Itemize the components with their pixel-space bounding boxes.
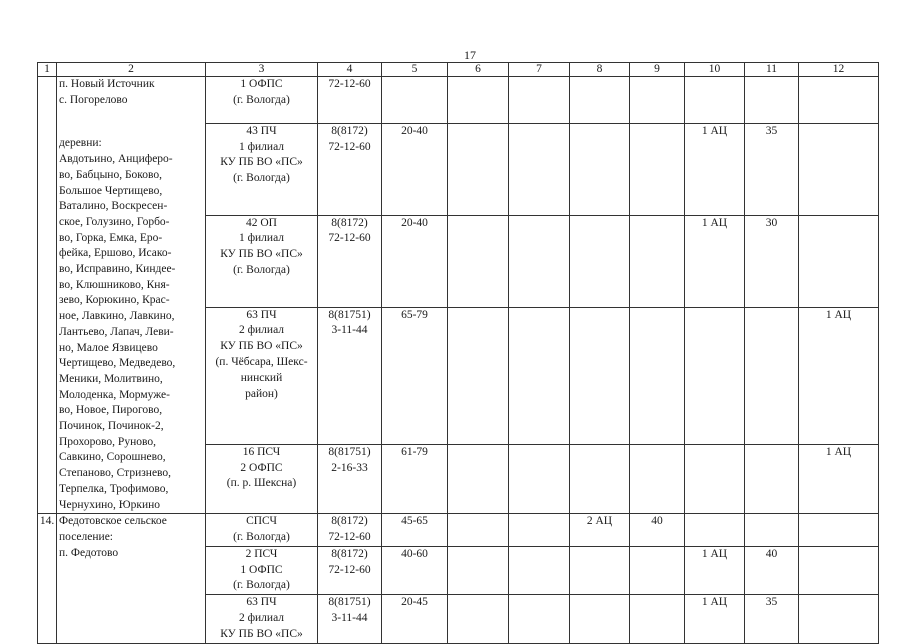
table-row <box>38 77 879 124</box>
data-cell-c9 <box>630 77 685 124</box>
data-cell-c6 <box>448 123 509 215</box>
table-row <box>38 514 879 547</box>
data-cell-c12 <box>799 514 879 547</box>
data-cell-c8 <box>570 123 630 215</box>
data-cell-c11 <box>745 444 799 513</box>
cell-line: 8(81751) <box>328 308 371 321</box>
cell-line: СПСЧ <box>246 515 277 528</box>
data-cell-c10 <box>685 77 745 124</box>
data-cell-c9 <box>630 444 685 513</box>
data-cell-c9 <box>630 307 685 444</box>
unit-cell <box>206 444 318 513</box>
settlement-cell <box>57 514 206 643</box>
cell-line: (п. р. Шексна) <box>226 477 297 490</box>
cell-line: 63 ПЧ <box>246 308 277 321</box>
cell-line: п. Федотово <box>59 546 119 559</box>
page-number: 17 <box>464 48 476 62</box>
cell-line: 72-12-60 <box>328 78 371 90</box>
unit-cell <box>206 307 318 444</box>
cell-line: поселение: <box>59 530 113 543</box>
col-header: 5 <box>382 63 448 77</box>
cell-line: Савкино, Сорошнево, <box>59 451 166 464</box>
cell-line: во, Клюшниково, Кня- <box>59 278 170 291</box>
data-cell-c11 <box>745 307 799 444</box>
cell-line: 72-12-60 <box>328 140 371 153</box>
data-cell-c11: 30 <box>745 215 799 307</box>
cell-line: Терпелка, Трофимово, <box>59 482 169 495</box>
cell-line: Авдотьино, Анциферо- <box>59 153 173 166</box>
cell-line: Лантьево, Лапач, Леви- <box>59 325 174 338</box>
row-number-cell: 14. <box>38 514 57 643</box>
cell-line: во, Новое, Пирогово, <box>59 404 163 417</box>
cell-line: Федотовское сельское <box>59 515 167 528</box>
data-cell-time <box>382 77 448 124</box>
cell-line: п. Новый Источник <box>59 78 155 90</box>
data-cell-c9 <box>630 595 685 643</box>
cell-line: (п. Чёбсара, Шекс- <box>215 356 308 369</box>
cell-line: Меники, Молитвино, <box>59 372 163 385</box>
cell-line: 1 ОФПС <box>240 563 283 576</box>
cell-line: 8(8172) <box>331 515 368 528</box>
col-header: 12 <box>799 63 879 77</box>
data-cell-c10: 1 АЦ <box>685 546 745 594</box>
data-cell-c8: 2 АЦ <box>570 514 630 547</box>
data-cell-c10 <box>685 444 745 513</box>
data-cell-time: 61-79 <box>382 444 448 513</box>
data-cell-c6 <box>448 514 509 547</box>
data-cell-c7 <box>509 77 570 124</box>
data-cell-time: 20-45 <box>382 595 448 643</box>
cell-line: но, Малое Язвицево <box>59 341 158 354</box>
data-cell-c9 <box>630 123 685 215</box>
phone-cell <box>318 77 382 124</box>
data-cell-c6 <box>448 444 509 513</box>
data-cell-c10 <box>685 307 745 444</box>
cell-line: (г. Вологда) <box>233 579 290 592</box>
villages-label: деревни: <box>59 137 102 150</box>
unit-cell <box>206 77 318 124</box>
data-cell-time: 40-60 <box>382 546 448 594</box>
data-cell-c12 <box>799 546 879 594</box>
settlement-cell <box>57 77 206 514</box>
data-cell-c7 <box>509 546 570 594</box>
data-cell-c9 <box>630 215 685 307</box>
data-cell-c11: 40 <box>745 546 799 594</box>
cell-line: 8(81751) <box>328 596 371 609</box>
data-cell-c8 <box>570 307 630 444</box>
data-cell-c7 <box>509 595 570 643</box>
unit-cell <box>206 215 318 307</box>
cell-line: 1 филиал <box>238 140 285 153</box>
data-cell-time: 20-40 <box>382 215 448 307</box>
data-cell-c11 <box>745 77 799 124</box>
unit-cell <box>206 123 318 215</box>
data-cell-c7 <box>509 514 570 547</box>
data-cell-c12: 1 АЦ <box>799 444 879 513</box>
data-cell-c7 <box>509 307 570 444</box>
col-header: 4 <box>318 63 382 77</box>
unit-cell <box>206 546 318 594</box>
data-cell-c10 <box>685 514 745 547</box>
data-cell-c9 <box>630 546 685 594</box>
col-header: 1 <box>38 63 57 77</box>
col-header: 9 <box>630 63 685 77</box>
phone-cell <box>318 514 382 547</box>
data-cell-c8 <box>570 215 630 307</box>
cell-line: (г. Вологда) <box>233 531 290 544</box>
cell-line: 8(81751) <box>328 445 371 458</box>
data-cell-c10: 1 АЦ <box>685 123 745 215</box>
cell-line: Чертищево, Медведево, <box>59 357 176 370</box>
cell-line: 2 ПСЧ <box>245 547 278 560</box>
cell-line: 1 филиал <box>238 232 285 245</box>
data-cell-c8 <box>570 77 630 124</box>
data-cell-c6 <box>448 595 509 643</box>
cell-line: ное, Лавкино, Лавкино, <box>59 310 175 323</box>
cell-line: Чернухино, Юркино <box>59 498 161 511</box>
cell-line: КУ ПБ ВО «ПС» <box>220 248 303 261</box>
cell-line: КУ ПБ ВО «ПС» <box>220 627 303 640</box>
data-cell-c7 <box>509 444 570 513</box>
cell-line: нинский <box>240 371 283 384</box>
cell-line: 2 ОФПС <box>240 461 283 474</box>
cell-line: КУ ПБ ВО «ПС» <box>220 340 303 353</box>
cell-line: 72-12-60 <box>328 531 371 544</box>
data-cell-time: 20-40 <box>382 123 448 215</box>
cell-line: Починок, Починок-2, <box>59 420 164 433</box>
data-cell-c12 <box>799 123 879 215</box>
data-cell-c12 <box>799 215 879 307</box>
spacer <box>59 108 203 122</box>
cell-line: 8(8172) <box>331 547 368 560</box>
cell-line: Молоденка, Мормуже- <box>59 388 170 401</box>
phone-cell <box>318 595 382 643</box>
cell-line: 1 ОФПС <box>240 78 283 90</box>
cell-line: с. Погорелово <box>59 93 128 106</box>
col-header: 8 <box>570 63 630 77</box>
fire-coverage-table <box>37 62 879 644</box>
cell-line: 3-11-44 <box>331 612 368 625</box>
cell-line: 8(8172) <box>331 216 368 229</box>
cell-line: 2 филиал <box>238 324 285 337</box>
unit-cell <box>206 514 318 547</box>
col-header: 11 <box>745 63 799 77</box>
cell-line: Ваталино, Воскресен- <box>59 200 168 213</box>
col-header: 3 <box>206 63 318 77</box>
data-cell-c12 <box>799 77 879 124</box>
cell-line: 16 ПСЧ <box>242 445 281 458</box>
cell-line: 8(8172) <box>331 124 368 137</box>
phone-cell <box>318 307 382 444</box>
data-cell-c7 <box>509 215 570 307</box>
cell-line: во, Бабцыно, Боково, <box>59 168 163 181</box>
cell-line: (г. Вологда) <box>233 172 290 185</box>
data-cell-c8 <box>570 595 630 643</box>
data-cell-c6 <box>448 546 509 594</box>
data-cell-time: 45-65 <box>382 514 448 547</box>
col-header: 6 <box>448 63 509 77</box>
data-cell-c6 <box>448 307 509 444</box>
data-cell-c6 <box>448 77 509 124</box>
data-cell-c11: 35 <box>745 595 799 643</box>
data-cell-c11 <box>745 514 799 547</box>
cell-line: Большое Чертищево, <box>59 184 163 197</box>
cell-line: 43 ПЧ <box>246 124 277 137</box>
cell-line: (г. Вологда) <box>233 264 290 277</box>
cell-line: 72-12-60 <box>328 563 371 576</box>
col-header: 7 <box>509 63 570 77</box>
cell-line: 3-11-44 <box>331 324 368 337</box>
data-cell-time: 65-79 <box>382 307 448 444</box>
cell-line: КУ ПБ ВО «ПС» <box>220 156 303 169</box>
header-row <box>38 63 879 77</box>
phone-cell <box>318 215 382 307</box>
cell-line: 42 ОП <box>246 216 277 229</box>
cell-line: 72-12-60 <box>328 232 371 245</box>
col-header: 10 <box>685 63 745 77</box>
unit-cell <box>206 595 318 643</box>
data-cell-c10: 1 АЦ <box>685 595 745 643</box>
phone-cell <box>318 546 382 594</box>
cell-line: 2 филиал <box>238 612 285 625</box>
cell-line: фейка, Ершово, Исако- <box>59 247 172 260</box>
cell-line: 63 ПЧ <box>246 596 277 609</box>
cell-line: зево, Корюкино, Крас- <box>59 294 170 307</box>
phone-cell <box>318 444 382 513</box>
data-cell-c8 <box>570 546 630 594</box>
phone-cell <box>318 123 382 215</box>
cell-line: во, Исправино, Киндее- <box>59 263 176 276</box>
data-cell-c12: 1 АЦ <box>799 307 879 444</box>
data-cell-c10: 1 АЦ <box>685 215 745 307</box>
data-cell-c8 <box>570 444 630 513</box>
data-cell-c9: 40 <box>630 514 685 547</box>
cell-line: Прохорово, Руново, <box>59 435 156 448</box>
col-header: 2 <box>57 63 206 77</box>
data-cell-c6 <box>448 215 509 307</box>
data-cell-c12 <box>799 595 879 643</box>
cell-line: район) <box>245 387 278 400</box>
cell-line: 2-16-33 <box>331 461 368 474</box>
cell-line: во, Горка, Емка, Еро- <box>59 231 163 244</box>
cell-line: ское, Голузино, Горбо- <box>59 215 170 228</box>
row-number-cell <box>38 77 57 514</box>
data-cell-c7 <box>509 123 570 215</box>
data-cell-c11: 35 <box>745 123 799 215</box>
cell-line: Степаново, Стризнево, <box>59 467 172 480</box>
spacer <box>59 122 203 136</box>
cell-line: (г. Вологда) <box>233 93 290 106</box>
